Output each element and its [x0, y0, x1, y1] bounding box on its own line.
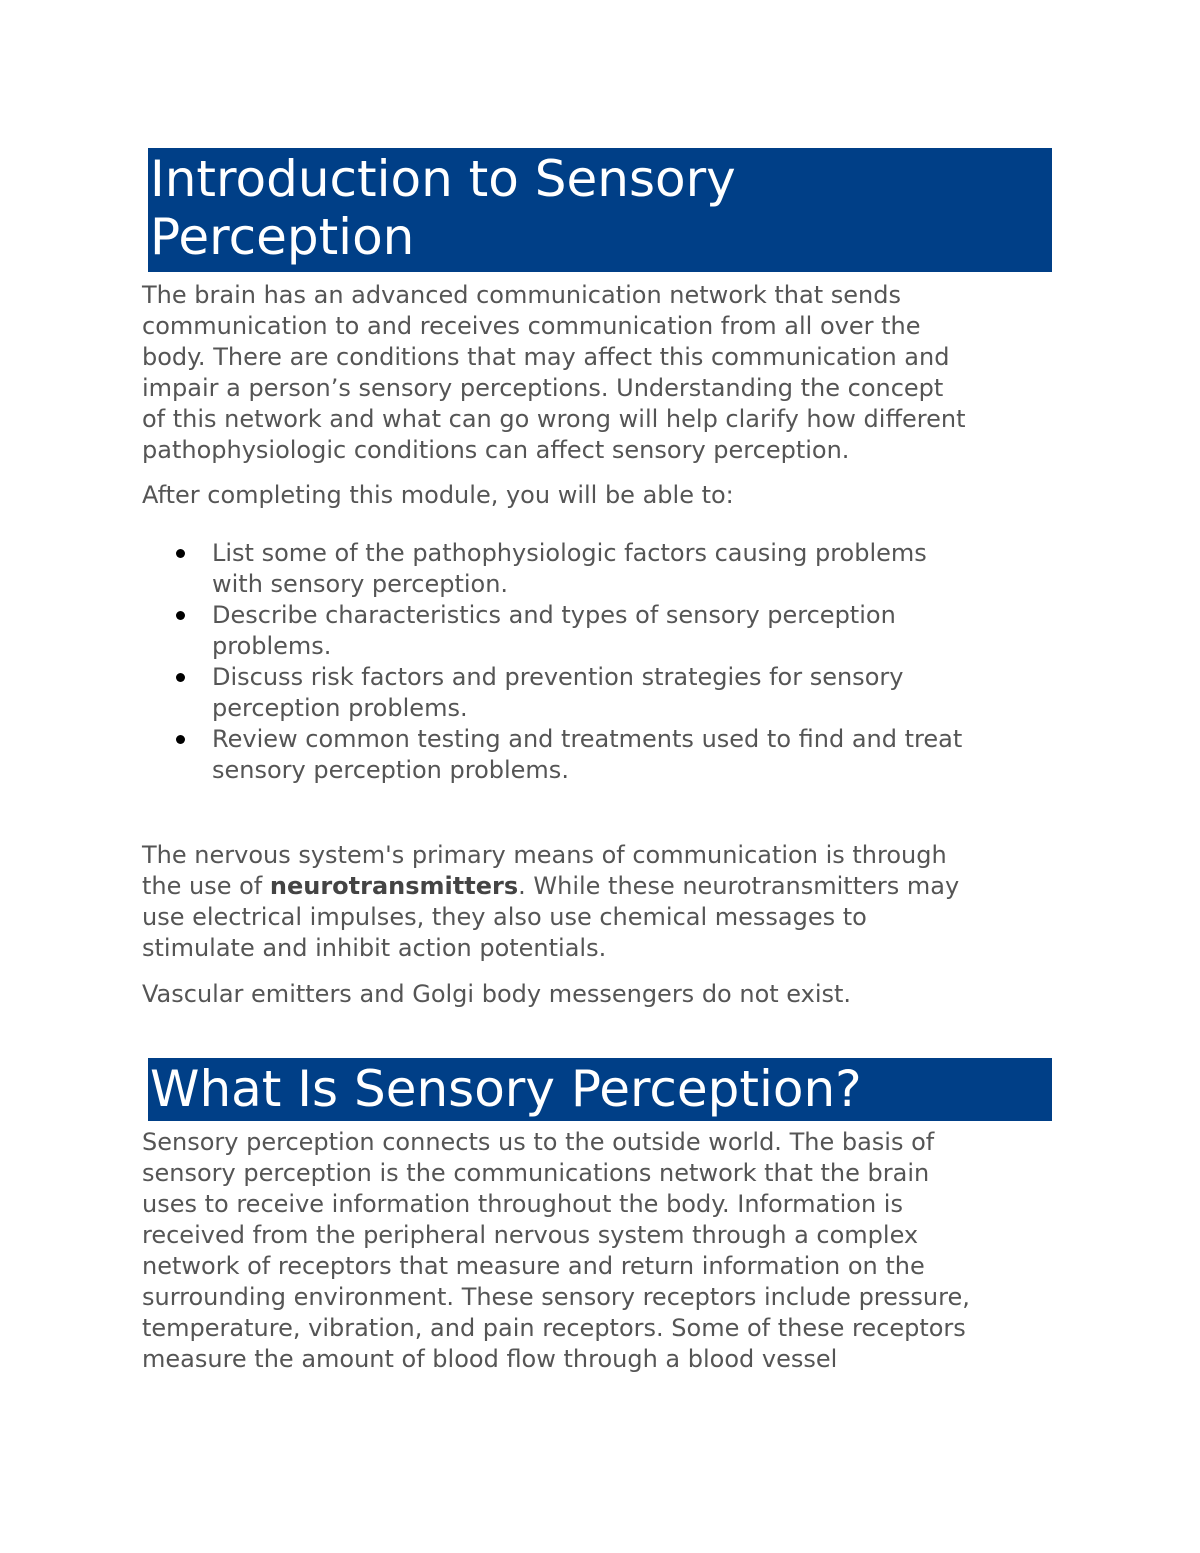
- list-item: [142, 662, 1062, 724]
- text-run: . While these neurotransmitters may: [518, 872, 960, 900]
- list-item: [142, 600, 1062, 662]
- text-line: Review common testing and treatments used to find and treat: [212, 725, 963, 753]
- text-line: impair a person’s sensory perceptions. Understanding the concept: [142, 374, 944, 402]
- text-line: temperature, vibration, and pain receptors. Some of these receptors: [142, 1314, 966, 1342]
- text-line: of this network and what can go wrong will help clarify how different: [142, 405, 966, 433]
- nervous-system-paragraph: [142, 840, 1062, 964]
- text-line: pathophysiologic conditions can affect sensory perception.: [142, 436, 850, 464]
- text-line: with sensory perception.: [212, 570, 509, 598]
- text-line: use electrical impulses, they also use chemical messages to: [142, 903, 867, 931]
- list-item: [142, 538, 1062, 600]
- sensory-perception-paragraph: [142, 1127, 1062, 1375]
- text-line: received from the peripheral nervous system through a complex: [142, 1221, 919, 1249]
- text-line: network of receptors that measure and return information on the: [142, 1252, 925, 1280]
- text-line: The nervous system's primary means of communication is through: [142, 841, 947, 869]
- text-line: sensory perception problems.: [212, 756, 569, 784]
- heading-line: Perception: [150, 208, 415, 266]
- text-line: The brain has an advanced communication network that sends: [142, 281, 901, 309]
- key-term: neurotransmitters: [269, 872, 519, 900]
- note-paragraph: [142, 979, 1062, 1010]
- list-item: [142, 724, 1062, 786]
- text-run: the use of: [142, 872, 270, 900]
- text-line: measure the amount of blood flow through a blood vessel: [142, 1345, 838, 1373]
- bullet-icon: [176, 549, 185, 558]
- text-line: Sensory perception connects us to the outside world. The basis of: [142, 1128, 935, 1156]
- text-line: sensory perception is the communications network that the brain: [142, 1159, 930, 1187]
- bullet-icon: [176, 735, 185, 744]
- text-line: communication to and receives communication from all over the: [142, 312, 921, 340]
- objectives-list: [142, 538, 1062, 786]
- section-heading-introduction: [148, 148, 1052, 272]
- text-line: stimulate and inhibit action potentials.: [142, 934, 607, 962]
- text-line: Vascular emitters and Golgi body messengers do not exist.: [142, 980, 852, 1008]
- section-heading-what-is: [148, 1058, 1052, 1121]
- text-line: [142, 871, 1062, 902]
- heading-line: What Is Sensory Perception?: [150, 1060, 862, 1118]
- bullet-icon: [176, 673, 185, 682]
- text-line: Discuss risk factors and prevention strategies for sensory: [212, 663, 904, 691]
- objectives-intro: [142, 480, 1062, 511]
- text-line: surrounding environment. These sensory receptors include pressure,: [142, 1283, 970, 1311]
- intro-paragraph: [142, 280, 1062, 466]
- text-line: List some of the pathophysiologic factors causing problems: [212, 539, 927, 567]
- bullet-icon: [176, 611, 185, 620]
- text-line: problems.: [212, 632, 332, 660]
- text-line: After completing this module, you will be able to:: [142, 481, 734, 509]
- heading-line: Introduction to Sensory: [150, 150, 736, 208]
- text-line: body. There are conditions that may affect this communication and: [142, 343, 950, 371]
- text-line: Describe characteristics and types of sensory perception: [212, 601, 896, 629]
- text-line: perception problems.: [212, 694, 468, 722]
- text-line: uses to receive information throughout the body. Information is: [142, 1190, 903, 1218]
